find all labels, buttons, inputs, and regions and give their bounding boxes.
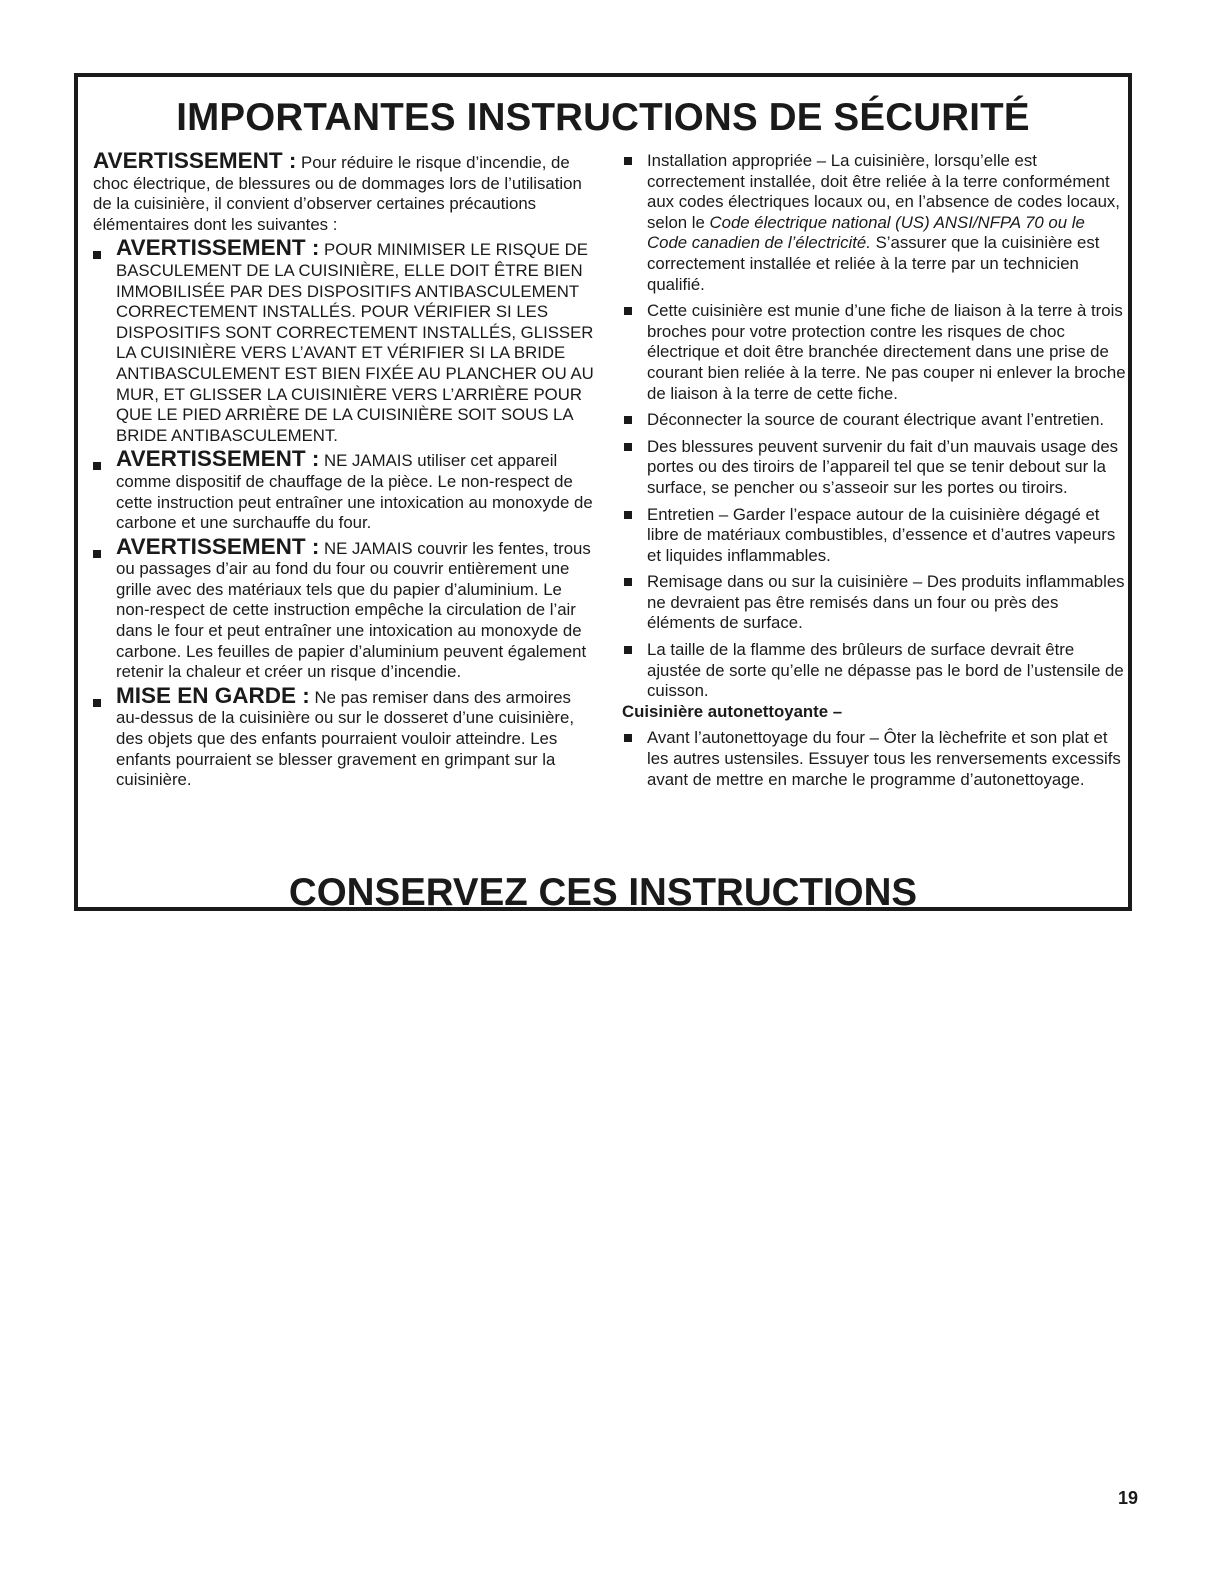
bullet-square-icon <box>624 511 632 519</box>
list-item-text: Cette cuisinière est munie d’une fiche de liaison à la terre à trois broches pour votre protection contre les risques de choc électrique et doit être branchée directement dans une prise de courant bien reliée à la terre. Ne pas couper ni enlever la broche de liaison à la terre de cette fiche. <box>647 301 1126 403</box>
page-title: IMPORTANTES INSTRUCTIONS DE SÉCURITÉ <box>176 96 1030 139</box>
caution-label: MISE EN GARDE : <box>116 682 310 708</box>
warning-label: AVERTISSEMENT : <box>116 533 320 559</box>
list-item-self-cleaning <box>622 728 1127 790</box>
bullet-square-icon <box>93 699 101 707</box>
list-item-text: La taille de la flamme des brûleurs de surface devrait être ajustée de sorte qu’elle ne dépasse pas le bord de l’ustensile de cuisson. <box>647 640 1124 701</box>
bullet-square-icon <box>93 251 101 259</box>
list-item-doors <box>622 437 1127 499</box>
list-item-text: Avant l’autonettoyage du four – Ôter la lèchefrite et son plat et les autres ustensiles. Essuyer tous les renversements excessifs avant de mettre en marche le programme d’autonettoyage. <box>647 728 1121 789</box>
self-cleaning-subheading: Cuisinière autonettoyante – <box>622 701 843 721</box>
right-column <box>622 151 1127 790</box>
warning-text: POUR MINIMISER LE RISQUE DE BASCULEMENT DE LA CUISINIÈRE, ELLE DOIT ÊTRE BIEN IMMOBILISÉE PAR DES DISPOSITIFS ANTIBASCULEMENT CORRECTEMENT INSTALLÉS. POUR VÉRIFIER SI LES DISPOSITIFS SONT CORRECTEMENT INSTALLÉS, GLISSER LA CUISINIÈRE VERS L’AVANT ET VÉRIFIER SI LA BRIDE ANTIBASCULEMENT EST BIEN FIXÉE AU PLANCHER OU AU MUR, ET GLISSER LA CUISINIÈRE VERS L’ARRIÈRE POUR QUE LE PIED ARRIÈRE DE LA CUISINIÈRE SOIT SOUS LA BRIDE ANTIBASCULEMENT. <box>116 240 594 445</box>
warning-item-anti-tip <box>93 235 598 446</box>
bullet-square-icon <box>624 578 632 586</box>
page-number: 19 <box>1118 1488 1139 1508</box>
warning-text: NE JAMAIS couvrir les fentes, trous ou passages d’air au fond du four ou couvrir entièrement une grille avec des matériaux tels que du papier d’aluminium. Le non-respect de cette instruction empêche la circulation de l’air dans le four et peut entraîner une intoxication au monoxyde de carbone. Les feuilles de papier d’aluminium peuvent également retenir la chaleur et créer un risque d’incendie. <box>116 538 591 682</box>
footer-title: CONSERVEZ CES INSTRUCTIONS <box>288 871 918 914</box>
bullet-square-icon <box>624 443 632 451</box>
bullet-square-icon <box>624 416 632 424</box>
list-item-storage <box>622 572 1127 634</box>
list-item-installation <box>622 151 1127 295</box>
warning-item-vents <box>93 533 598 683</box>
list-item-disconnect <box>622 410 1127 431</box>
intro-paragraph <box>93 148 598 235</box>
warning-label: AVERTISSEMENT : <box>116 235 320 261</box>
list-item-text: Installation appropriée – La cuisinière, lorsqu’elle est correctement installée, doit être reliée à la terre conformément aux codes électriques locaux ou, en l’absence de codes locaux, selon le <box>647 151 1120 232</box>
code-reference: Code électrique national (US) ANSI/NFPA 70 ou le Code canadien de l’électricité. <box>647 212 1085 253</box>
list-item-text-tail: S’assurer que la cuisinière est correctement installée et reliée à la terre par un technicien qualifié. <box>647 233 1100 294</box>
safety-instructions-panel <box>74 73 1132 914</box>
bullet-square-icon <box>624 157 632 165</box>
warning-label: AVERTISSEMENT : <box>116 446 320 472</box>
caution-text: Ne pas remiser dans des armoires au-dessus de la cuisinière ou sur le dosseret d’une cuisinière, des objets que des enfants pourraient vouloir atteindre. Les enfants pourraient se blesser gravement en grimpant sur la cuisinière. <box>116 687 575 790</box>
list-item-grounding-plug <box>622 301 1127 404</box>
bullet-square-icon <box>624 734 632 742</box>
bullet-square-icon <box>624 307 632 315</box>
intro-warning-label: AVERTISSEMENT : <box>93 148 297 173</box>
warning-item-heating <box>93 446 598 533</box>
intro-text: Pour réduire le risque d’incendie, de choc électrique, de blessures ou de dommages lors de l’utilisation de la cuisinière, il convient d’observer certaines précautions élémentaires dont les suivantes : <box>93 153 582 234</box>
list-item-maintenance <box>622 505 1127 567</box>
left-column <box>93 148 598 791</box>
list-item-flame-size <box>622 640 1127 702</box>
warning-text: NE JAMAIS utiliser cet appareil comme dispositif de chauffage de la pièce. Le non-respect de cette instruction peut entraîner une intoxication au monoxyde de carbone et une surchauffe du four. <box>116 451 593 533</box>
list-item-text: Entretien – Garder l’espace autour de la cuisinière dégagé et libre de matériaux combustibles, d’essence et d’autres vapeurs et liquides inflammables. <box>647 504 1116 565</box>
bullet-square-icon <box>93 462 101 470</box>
caution-item-storage <box>93 682 598 791</box>
list-item-text: Remisage dans ou sur la cuisinière – Des produits inflammables ne devraient pas être remisés dans un four ou près des éléments de surface. <box>647 572 1125 633</box>
list-item-text: Déconnecter la source de courant électrique avant l’entretien. <box>647 410 1105 430</box>
bullet-square-icon <box>93 550 101 558</box>
bullet-square-icon <box>624 646 632 654</box>
list-item-text: Des blessures peuvent survenir du fait d’un mauvais usage des portes ou des tiroirs de l’appareil tel que se tenir debout sur la surface, se pencher ou s’asseoir sur les portes ou tiroirs. <box>647 436 1119 497</box>
